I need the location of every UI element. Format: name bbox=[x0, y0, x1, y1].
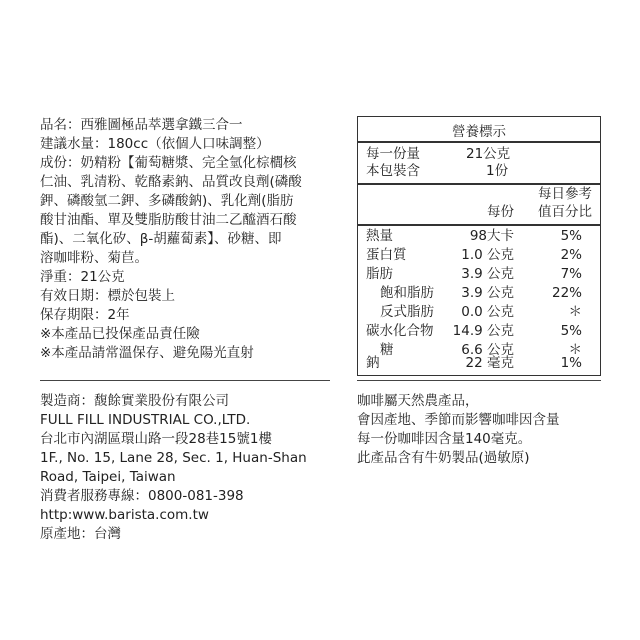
nutrition-title: 營養標示 bbox=[452, 124, 506, 140]
servings-label: 本包裝含 bbox=[366, 163, 420, 179]
nutrient-name: 蛋白質 bbox=[366, 247, 407, 263]
ingredients-line: 成份：奶精粉【葡萄糖漿、完全氫化棕櫚核 bbox=[40, 155, 297, 171]
note-line: 每一份咖啡因含量140毫克。 bbox=[357, 431, 532, 447]
product-name: 品名：西雅圖極品萃選拿鐵三合一 bbox=[40, 117, 243, 133]
nutrient-value: 22 毫克 bbox=[465, 355, 514, 371]
net-weight: 淨重：21公克 bbox=[40, 269, 125, 285]
storage-note: ※本產品請常溫保存、避免陽光直射 bbox=[40, 345, 254, 361]
address-en: 1F., No. 15, Lane 28, Sec. 1, Huan-Shan bbox=[40, 450, 307, 466]
serving-label: 每一份量 bbox=[366, 146, 420, 162]
expiry-date: 有效日期：標於包裝上 bbox=[40, 288, 175, 304]
nutrient-pct: 2% bbox=[560, 247, 582, 263]
address-en: Road, Taipei, Taiwan bbox=[40, 469, 176, 485]
allergen-note: 此產品含有牛奶製品(過敏原) bbox=[357, 450, 530, 466]
ingredients-line: 仁油、乳清粉、乾酪素鈉、品質改良劑(磷酸 bbox=[40, 174, 302, 190]
note-line: 會因產地、季節而影響咖啡因含量 bbox=[357, 412, 560, 428]
ingredients-line: 溶咖啡粉、菊苣。 bbox=[40, 250, 148, 266]
nutrient-pct: 22% bbox=[551, 285, 582, 301]
ingredients-line: 酸甘油酯、單及雙脂肪酸甘油二乙醯酒石酸 bbox=[40, 212, 297, 228]
servings-value: 1份 bbox=[486, 163, 509, 179]
nutrient-name: 飽和脂肪 bbox=[380, 285, 434, 301]
insurance-note: ※本產品已投保產品責任險 bbox=[40, 326, 200, 342]
nutrient-name: 鈉 bbox=[366, 355, 380, 371]
ingredients-line: 酯)、二氧化矽、β-胡蘿蔔素】、砂糖、即 bbox=[40, 231, 282, 247]
dv-header-1: 每日參考 bbox=[538, 186, 592, 202]
nutrient-value: 3.9 公克 bbox=[461, 285, 514, 301]
service-hotline: 消費者服務專線：0800-081-398 bbox=[40, 488, 244, 504]
ingredients-line: 鉀、磷酸氫二鉀、多磷酸鈉)、乳化劑(脂肪 bbox=[40, 193, 294, 209]
nutrient-pct: ＊ bbox=[568, 304, 582, 320]
manufacturer-name: 製造商：馥餘實業股份有限公司 bbox=[40, 393, 229, 409]
nutrient-pct: 5% bbox=[560, 228, 582, 244]
nutrient-value: 6.6 公克 bbox=[461, 342, 514, 358]
per-serving-header: 每份 bbox=[487, 204, 514, 220]
dv-header-2: 值百分比 bbox=[538, 204, 592, 220]
nutrition-facts-table bbox=[357, 116, 601, 376]
right-divider bbox=[357, 380, 601, 381]
nutrient-value: 0.0 公克 bbox=[461, 304, 514, 320]
table-rule bbox=[358, 224, 600, 226]
serving-value: 21公克 bbox=[466, 146, 511, 162]
nutrient-pct: 7% bbox=[560, 266, 582, 282]
nutrient-name: 脂肪 bbox=[366, 266, 393, 282]
nutrient-value: 3.9 公克 bbox=[461, 266, 514, 282]
origin: 原產地：台灣 bbox=[40, 526, 121, 542]
shelf-life: 保存期限：2年 bbox=[40, 307, 130, 323]
table-rule bbox=[358, 141, 600, 143]
nutrient-name: 反式脂肪 bbox=[380, 304, 434, 320]
website: http:www.barista.com.tw bbox=[40, 507, 209, 523]
water-suggestion: 建議水量：180cc（依個人口味調整） bbox=[40, 136, 270, 152]
nutrient-value: 14.9 公克 bbox=[452, 323, 514, 339]
manufacturer-name-en: FULL FILL INDUSTRIAL CO.,LTD. bbox=[40, 412, 251, 428]
nutrient-pct: 1% bbox=[560, 355, 582, 371]
left-divider bbox=[40, 380, 330, 381]
nutrient-pct: ＊ bbox=[568, 342, 582, 358]
nutrient-value: 1.0 公克 bbox=[461, 247, 514, 263]
address-zh: 台北市內湖區環山路一段28巷15號1樓 bbox=[40, 431, 272, 447]
nutrient-name: 熱量 bbox=[366, 228, 393, 244]
nutrient-name: 碳水化合物 bbox=[366, 323, 434, 339]
nutrient-name: 糖 bbox=[380, 342, 394, 358]
nutrient-value: 98大卡 bbox=[469, 228, 514, 244]
nutrient-pct: 5% bbox=[560, 323, 582, 339]
note-line: 咖啡屬天然農產品， bbox=[357, 393, 479, 409]
